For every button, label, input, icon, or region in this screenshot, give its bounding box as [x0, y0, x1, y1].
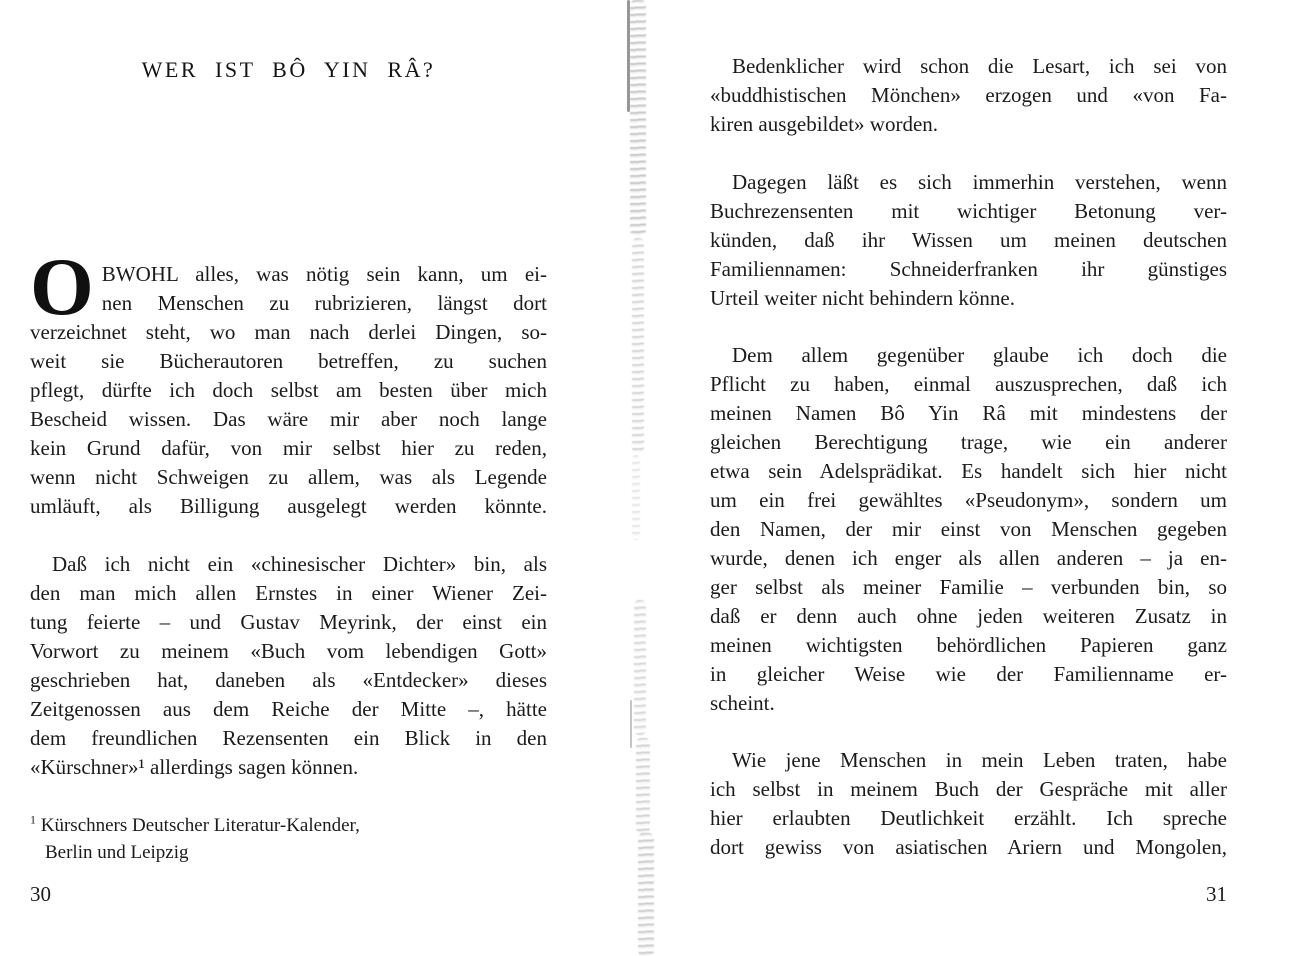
scan-streak — [632, 238, 644, 453]
text-line: Familiennamen: Schneiderfranken ihr günstiges — [710, 257, 1227, 281]
text-line: pflegt, dürfte ich doch selbst am besten über mich — [30, 378, 547, 402]
text-line: dem freundlichen Rezensenten ein Blick in den — [30, 726, 547, 750]
text-line: wurde, denen ich enger als allen anderen – ja en- — [710, 546, 1227, 570]
page-number-left: 30 — [30, 882, 51, 906]
footnote-line: Berlin und Leipzig — [45, 842, 189, 863]
text-line: Bescheid wissen. Das wäre mir aber noch lange — [30, 407, 547, 431]
text-line: verzeichnet steht, wo man nach derlei Dingen, so- — [30, 320, 547, 344]
text-line: gleichen Berechtigung trage, wie ein anderer — [710, 430, 1227, 454]
footnote — [30, 812, 547, 866]
paragraph — [30, 241, 547, 521]
text-line: nen Menschen zu rubrizieren, längst dort — [101, 291, 547, 315]
scan-streak — [627, 0, 630, 112]
right-page — [710, 0, 1227, 956]
page-number-right: 31 — [1206, 882, 1227, 906]
scan-streak — [634, 600, 646, 735]
scan-streak — [638, 833, 654, 956]
paragraph — [710, 746, 1227, 862]
scan-streak — [632, 455, 640, 540]
text-line: umläuft, als Billigung ausgelegt werden könnte. — [30, 494, 547, 518]
scan-gutter-artifact — [612, 0, 672, 956]
text-line: künden, daß ihr Wissen um meinen deutschen — [710, 228, 1227, 252]
scan-streak — [636, 738, 650, 833]
scan-streak — [630, 700, 632, 748]
text-line: Wie jene Menschen in mein Leben traten, habe — [732, 748, 1227, 772]
text-line: «buddhistischen Mönchen» erzogen und «von Fa- — [710, 83, 1227, 107]
text-line: um ein frei gewähltes «Pseudonym», sondern um — [710, 488, 1227, 512]
text-line: geschrieben hat, daneben als «Entdecker» dieses — [30, 668, 547, 692]
text-line: Buchrezensenten mit wichtiger Betonung ver- — [710, 199, 1227, 223]
text-line: Dagegen läßt es sich immerhin verstehen, wenn — [732, 170, 1227, 194]
footnote-marker: 1 — [30, 812, 36, 827]
text-line: tung feierte – und Gustav Meyrink, der einst ein — [30, 610, 547, 634]
text-line: etwa sein Adelsprädikat. Es handelt sich hier nicht — [710, 459, 1227, 483]
footnote-text: Kürschners Deutscher Literatur-Kalender, — [40, 815, 360, 836]
text-line: Bedenklicher wird schon die Lesart, ich sei von — [732, 54, 1227, 78]
text-line: ich selbst in meinem Buch der Gespräche mit aller — [710, 777, 1227, 801]
text-line: in gleicher Weise wie der Familienname er- — [710, 662, 1227, 686]
text-line: Vorwort zu meinem «Buch vom lebendigen Gott» — [30, 639, 547, 663]
text-line: Pflicht zu haben, einmal auszusprechen, daß ich — [710, 372, 1227, 396]
text-line: kiren ausgebildet» worden. — [710, 112, 939, 136]
text-line: den Namen, der mir einst von Menschen gegeben — [710, 517, 1227, 541]
paragraph — [710, 52, 1227, 139]
chapter-title: WER IST BÔ YIN RÂ? — [141, 57, 436, 82]
text-line: dort gewiss von asiatischen Ariern und Mongolen, — [710, 835, 1227, 859]
paragraph — [710, 168, 1227, 313]
text-line: meinen Namen Bô Yin Râ mit mindestens der — [710, 401, 1227, 425]
paragraph — [30, 550, 547, 782]
text-line: Zeitgenossen aus dem Reiche der Mitte –, hätte — [30, 697, 547, 721]
text-line: scheint. — [710, 691, 775, 715]
footnote-line — [30, 812, 547, 839]
text-line: hier erlaubten Deutlichkeit erzählt. Ich spreche — [710, 806, 1227, 830]
text-line: «Kürschner»¹ allerdings sagen können. — [30, 755, 359, 779]
text-line: ger selbst als meiner Familie – verbunden bin, so — [710, 575, 1227, 599]
text-line: wenn nicht Schweigen zu allem, was als Legende — [30, 465, 547, 489]
text-line: daß er denn auch ohne jeden weiteren Zusatz in — [710, 604, 1227, 628]
text-line: meinen wichtigsten behördlichen Papieren ganz — [710, 633, 1227, 657]
text-line: Daß ich nicht ein «chinesischer Dichter» bin, als — [52, 552, 547, 576]
text-line: weit sie Bücherautoren betreffen, zu suchen — [30, 349, 547, 373]
drop-cap: O — [30, 241, 94, 332]
text-line: kein Grund dafür, von mir selbst hier zu reden, — [30, 436, 547, 460]
text-line: den man mich allen Ernstes in einer Wiener Zei- — [30, 581, 547, 605]
text-line: BWOHL alles, was nötig sein kann, um ei- — [101, 262, 547, 286]
paragraph — [710, 341, 1227, 718]
text-line: Dem allem gegenüber glaube ich doch die — [732, 343, 1227, 367]
text-line: Urteil weiter nicht behindern könne. — [710, 286, 1015, 310]
left-page — [30, 0, 547, 956]
scan-streak — [630, 0, 646, 235]
